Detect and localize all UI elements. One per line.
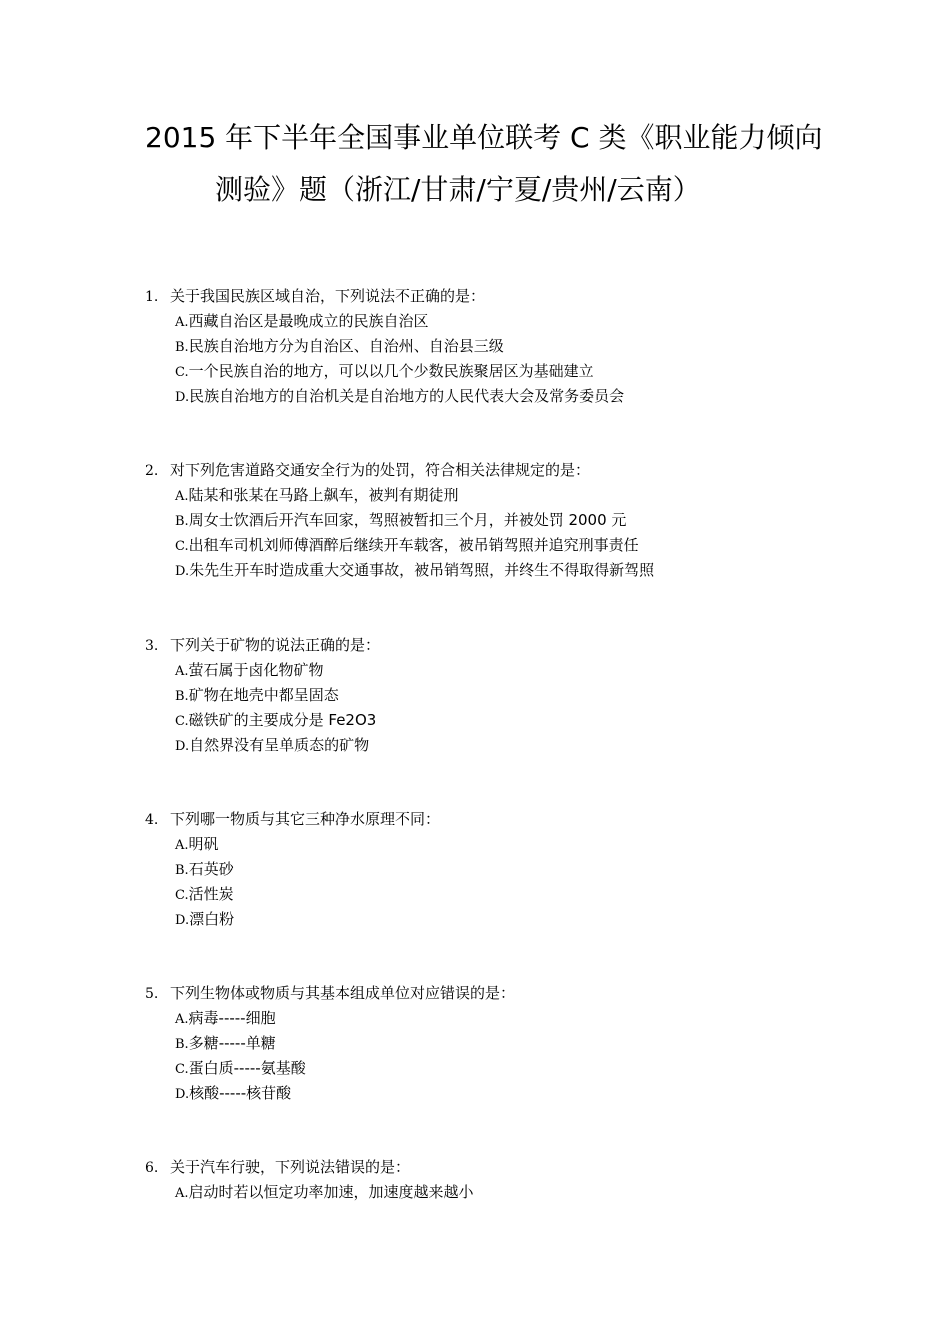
question-number: 6.: [145, 1160, 159, 1176]
option-letter: B.: [175, 514, 189, 529]
option-text: 石英砂: [188, 860, 234, 878]
question-text: 对下列危害道路交通安全行为的处罚，符合相关法律规定的是：: [170, 461, 591, 479]
question-stem: [145, 633, 905, 658]
question-stem: [145, 1155, 905, 1180]
option-letter: A.: [175, 1186, 189, 1201]
option-c: [145, 533, 905, 558]
question-stem: [145, 284, 905, 309]
option-text: 磁铁矿的主要成分是 Fe2O3: [188, 711, 377, 729]
option-a: [145, 832, 905, 857]
question-text: 关于我国民族区域自治，下列说法不正确的是：: [170, 287, 486, 305]
option-text: 民族自治地方分为自治区、自治州、自治县三级: [188, 337, 504, 355]
option-text: 核酸-----核苷酸: [189, 1084, 292, 1102]
option-d: [145, 907, 905, 932]
option-c: [145, 1056, 905, 1081]
option-a: [145, 483, 905, 508]
option-text: 漂白粉: [189, 910, 235, 928]
option-letter: C.: [175, 888, 189, 903]
option-text: 活性炭: [188, 885, 234, 903]
option-b: [145, 857, 905, 882]
option-letter: D.: [175, 739, 190, 754]
option-d: [145, 733, 905, 758]
option-text: 萤石属于卤化物矿物: [188, 661, 324, 679]
option-letter: C.: [175, 539, 189, 554]
option-letter: A.: [175, 489, 189, 504]
option-a: [145, 1180, 905, 1205]
option-b: [145, 683, 905, 708]
option-text: 自然界没有呈单质态的矿物: [189, 736, 370, 754]
option-text: 明矾: [188, 835, 219, 853]
option-a: [145, 309, 905, 334]
question-number: 1.: [145, 289, 159, 305]
option-d: [145, 1081, 905, 1106]
option-letter: A.: [175, 664, 189, 679]
option-text: 矿物在地壳中都呈固态: [188, 686, 339, 704]
option-letter: B.: [175, 340, 189, 355]
option-letter: D.: [175, 564, 190, 579]
option-d: [145, 384, 905, 409]
question-number: 5.: [145, 986, 159, 1002]
option-letter: D.: [175, 1087, 190, 1102]
question-6: [145, 1155, 905, 1205]
question-stem: [145, 981, 905, 1006]
option-letter: A.: [175, 1012, 189, 1027]
question-number: 4.: [145, 812, 159, 828]
question-number: 3.: [145, 638, 159, 654]
option-letter: A.: [175, 315, 189, 330]
option-text: 启动时若以恒定功率加速，加速度越来越小: [188, 1183, 474, 1201]
option-text: 病毒-----细胞: [188, 1009, 276, 1027]
option-a: [145, 658, 905, 683]
option-b: [145, 1031, 905, 1056]
option-text: 蛋白质-----氨基酸: [188, 1059, 306, 1077]
option-c: [145, 708, 905, 733]
question-stem: [145, 807, 905, 832]
option-letter: C.: [175, 365, 189, 380]
question-stem: [145, 458, 905, 483]
question-3: [145, 633, 905, 758]
question-4: [145, 807, 905, 932]
option-text: 周女士饮酒后开汽车回家，驾照被暂扣三个月，并被处罚 2000 元: [188, 511, 627, 529]
question-text: 下列生物体或物质与其基本组成单位对应错误的是：: [170, 984, 516, 1002]
option-text: 出租车司机刘师傅酒醉后继续开车载客，被吊销驾照并追究刑事责任: [188, 536, 639, 554]
question-text: 下列哪一物质与其它三种净水原理不同：: [170, 810, 441, 828]
option-c: [145, 882, 905, 907]
option-letter: B.: [175, 863, 189, 878]
option-b: [145, 508, 905, 533]
option-letter: A.: [175, 838, 189, 853]
option-text: 民族自治地方的自治机关是自治地方的人民代表大会及常务委员会: [189, 387, 625, 405]
option-text: 西藏自治区是最晚成立的民族自治区: [188, 312, 429, 330]
question-text: 下列关于矿物的说法正确的是：: [170, 636, 381, 654]
option-letter: D.: [175, 913, 190, 928]
option-letter: B.: [175, 689, 189, 704]
option-text: 一个民族自治的地方，可以以几个少数民族聚居区为基础建立: [188, 362, 594, 380]
question-text: 关于汽车行驶，下列说法错误的是：: [170, 1158, 411, 1176]
option-letter: C.: [175, 1062, 189, 1077]
option-b: [145, 334, 905, 359]
option-letter: C.: [175, 714, 189, 729]
question-number: 2.: [145, 463, 159, 479]
option-letter: D.: [175, 390, 190, 405]
option-a: [145, 1006, 905, 1031]
option-c: [145, 359, 905, 384]
document-title-line-2: 测验》题（浙江/甘肃/宁夏/贵州/云南）: [215, 173, 701, 206]
option-letter: B.: [175, 1037, 189, 1052]
option-text: 多糖-----单糖: [188, 1034, 276, 1052]
option-text: 朱先生开车时造成重大交通事故，被吊销驾照，并终生不得取得新驾照: [189, 561, 655, 579]
document-title-line-1: 2015 年下半年全国事业单位联考 C 类《职业能力倾向: [145, 121, 823, 154]
option-text: 陆某和张某在马路上飙车，被判有期徒刑: [188, 486, 459, 504]
question-2: [145, 458, 905, 583]
option-d: [145, 558, 905, 583]
question-5: [145, 981, 905, 1106]
question-1: [145, 284, 905, 409]
